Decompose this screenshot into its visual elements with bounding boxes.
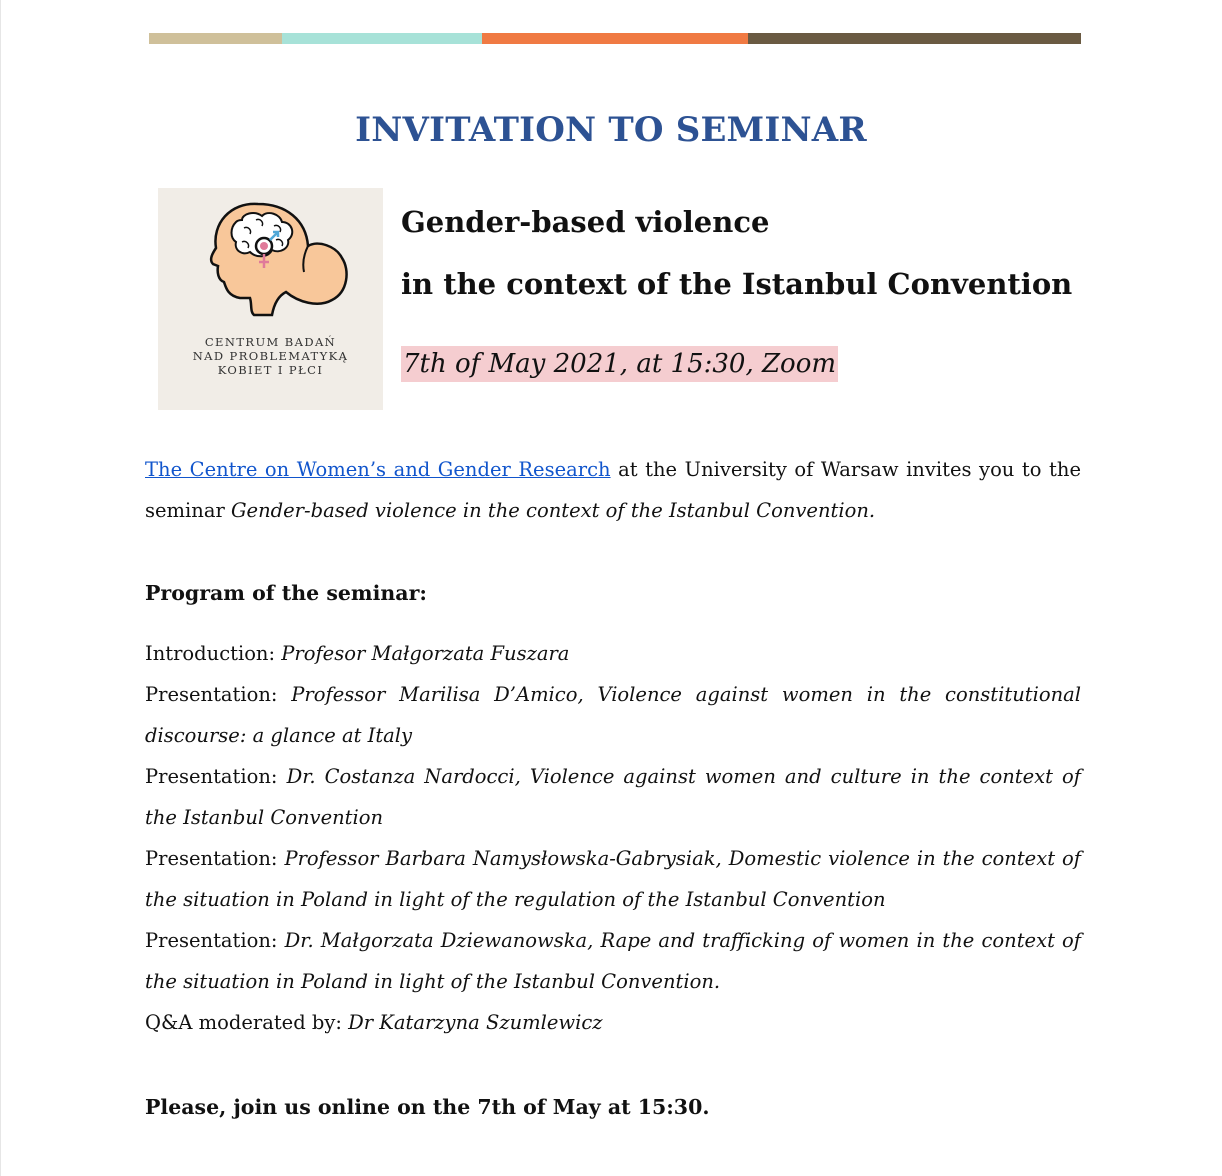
seminar-title-line-1: Gender-based violence bbox=[401, 205, 770, 239]
color-bar-segment-beige bbox=[149, 33, 282, 44]
program-item-label: Presentation: bbox=[145, 847, 285, 870]
logo-caption-line-2: NAD PROBLEMATYKĄ bbox=[192, 349, 349, 363]
program-item-label: Presentation: bbox=[145, 765, 287, 788]
color-bar-segment-mint bbox=[282, 33, 482, 44]
program-item-detail: Profesor Małgorzata Fuszara bbox=[281, 642, 570, 665]
seminar-title-line-2: in the context of the Istanbul Convention bbox=[401, 267, 1073, 301]
page-left-edge bbox=[0, 0, 1, 1176]
logo-caption-line-1: CENTRUM BADAŃ bbox=[204, 335, 337, 349]
program-item-detail: Professor Marilisa D’Amico, Violence against women in the constitutional discourse: a glance at Italy bbox=[145, 683, 1081, 747]
program-item-detail: Professor Barbara Namysłowska-Gabrysiak, Domestic violence in the context of the situation in Poland in light of the regulation of the Istanbul Convention bbox=[145, 847, 1081, 911]
program-item-detail: Dr Katarzyna Szumlewicz bbox=[348, 1011, 603, 1034]
program-list bbox=[145, 633, 1081, 1043]
program-item bbox=[145, 674, 1081, 756]
program-item-label: Presentation: bbox=[145, 929, 285, 952]
closing-invitation: Please, join us online on the 7th of May at 15:30. bbox=[145, 1095, 710, 1119]
program-item-detail: Dr. Costanza Nardocci, Violence against women and culture in the context of the Istanbul Convention bbox=[145, 765, 1081, 829]
centre-website-link[interactable]: The Centre on Women’s and Gender Research bbox=[145, 458, 611, 481]
program-item bbox=[145, 756, 1081, 838]
program-item bbox=[145, 633, 1081, 674]
program-item bbox=[145, 1002, 1081, 1043]
color-bar-segment-orange bbox=[482, 33, 748, 44]
intro-seminar-name: Gender-based violence in the context of the Istanbul Convention. bbox=[230, 499, 876, 522]
program-item-label: Q&A moderated by: bbox=[145, 1011, 349, 1034]
program-heading: Program of the seminar: bbox=[145, 581, 427, 605]
centre-logo bbox=[158, 188, 383, 410]
program-item bbox=[145, 920, 1081, 1002]
logo-caption-line-3: KOBIET I PŁCI bbox=[217, 363, 324, 377]
page-title: INVITATION TO SEMINAR bbox=[355, 110, 867, 150]
logo-caption bbox=[158, 335, 383, 377]
intro-middle-text: at the University of Warsaw invites you to the seminar bbox=[145, 458, 1081, 522]
program-item bbox=[145, 838, 1081, 920]
program-item-label: Presentation: bbox=[145, 683, 292, 706]
color-bar-segment-brown bbox=[748, 33, 1081, 44]
decorative-color-bar bbox=[149, 33, 1081, 44]
program-item-detail: Dr. Małgorzata Dziewanowska, Rape and trafficking of women in the context of the situation in Poland in light of the Istanbul Convention. bbox=[145, 929, 1081, 993]
intro-paragraph bbox=[145, 449, 1081, 531]
program-item-label: Introduction: bbox=[145, 642, 282, 665]
seminar-date-highlight: 7th of May 2021, at 15:30, Zoom bbox=[401, 346, 838, 382]
head-brain-icon bbox=[158, 188, 383, 338]
